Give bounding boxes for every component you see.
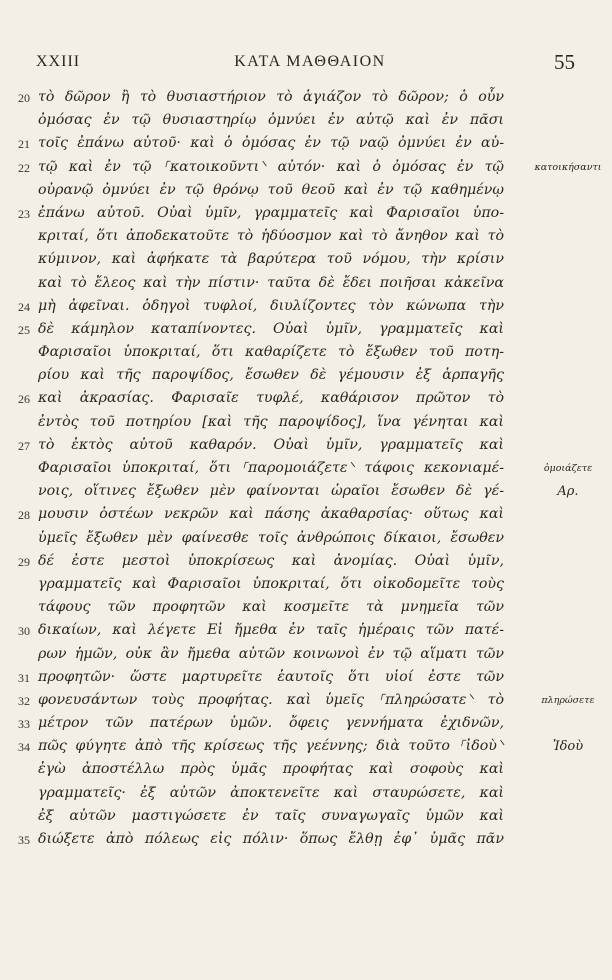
line-text: ὀμόσας ἐν τῷ θυσιαστηρίῳ ὀμνύει ἐν αὐτῷ καὶ ἐν πᾶσι xyxy=(38,112,504,129)
text-line xyxy=(18,318,558,341)
running-header xyxy=(30,50,575,76)
line-text: τῷ καὶ ἐν τῷ ⸀κατοικοῦντι⸌ αὐτόν· καὶ ὁ ὀμόσας ἐν τῷ xyxy=(38,158,504,175)
line-text: ἐντὸς τοῦ ποτηρίου [καὶ τῆς παροψίδος], ἵνα γένηται καὶ xyxy=(38,413,504,430)
text-line xyxy=(18,86,558,109)
text-line xyxy=(18,550,558,573)
verse-number: 24 xyxy=(18,299,30,314)
margin-variant-note: κατοικήσαντι xyxy=(534,161,602,173)
margin-variant-note: Αρ. xyxy=(557,484,579,500)
line-text: τοῖς ἐπάνω αὐτοῦ· καὶ ὁ ὀμόσας ἐν τῷ ναῷ ὀμνύει ἐν αὐ- xyxy=(38,135,504,152)
text-line xyxy=(18,341,558,364)
line-text: προφητῶν· ὥστε μαρτυρεῖτε ἑαυτοῖς ὅτι υἱοί ἐστε τῶν xyxy=(38,668,504,685)
text-line xyxy=(18,596,558,619)
line-text: δέ ἐστε μεστοὶ ὑποκρίσεως καὶ ἀνομίας. Οὐαὶ ὑμῖν, xyxy=(38,552,504,569)
text-line xyxy=(18,573,558,596)
text-line xyxy=(18,782,558,805)
page-number: 55 xyxy=(554,50,575,74)
text-line xyxy=(18,434,558,457)
text-line xyxy=(18,758,558,781)
line-text: κριταί, ὅτι ἀποδεκατοῦτε τὸ ἡδύοσμον καὶ τὸ ἄνηθον καὶ τὸ xyxy=(38,228,504,245)
text-line xyxy=(18,619,558,642)
line-text: ὑμεῖς ἔξωθεν μὲν φαίνεσθε τοῖς ἀνθρώποις δίκαιοι, ἔσωθεν xyxy=(38,529,504,546)
text-line xyxy=(18,387,558,410)
text-line xyxy=(18,503,558,526)
text-line xyxy=(18,527,558,550)
text-line xyxy=(18,689,595,712)
chapter-number: XXIII xyxy=(36,53,81,70)
verse-number: 23 xyxy=(18,206,30,221)
verse-number: 20 xyxy=(18,91,30,105)
line-text: οὐρανῷ ὀμνύει ἐν τῷ θρόνῳ τοῦ θεοῦ καὶ ἐν τῷ καθημένῳ xyxy=(38,181,504,198)
verse-number: 30 xyxy=(18,624,30,639)
line-text: ρων ἡμῶν, οὐκ ἂν ἤμεθα αὐτῶν κοινωνοὶ ἐν τῷ αἵματι τῶν xyxy=(38,645,504,662)
margin-variant-note: ὁμοιάζετε xyxy=(543,463,593,474)
text-line xyxy=(18,202,558,225)
line-text: κύμινον, καὶ ἀφήκατε τὰ βαρύτερα τοῦ νόμου, τὴν κρίσιν xyxy=(38,251,504,268)
line-text: Φαρισαῖοι ὑποκριταί, ὅτι καθαρίζετε τὸ ἔξωθεν τοῦ ποτη- xyxy=(38,344,504,361)
line-text: ἐγὼ ἀποστέλλω πρὸς ὑμᾶς προφήτας καὶ σοφοὺς καὶ xyxy=(38,761,504,778)
line-text: τάφους τῶν προφητῶν καὶ κοσμεῖτε τὰ μνημεῖα τῶν xyxy=(38,599,504,616)
line-text: ἐπάνω αὐτοῦ. Οὐαὶ ὑμῖν, γραμματεῖς καὶ Φαρισαῖοι ὑπο- xyxy=(38,204,504,221)
line-text: τὸ ἐκτὸς αὐτοῦ καθαρόν. Οὐαὶ ὑμῖν, γραμματεῖς καὶ xyxy=(38,436,504,453)
text-line xyxy=(18,295,558,318)
verse-number: 32 xyxy=(18,693,30,708)
text-line xyxy=(18,179,558,202)
text-line xyxy=(18,480,579,503)
verse-number: 34 xyxy=(18,740,30,755)
line-text: διώξετε ἀπὸ πόλεως εἰς πόλιν· ὅπως ἔλθῃ ἐφ᾽ ὑμᾶς πᾶν xyxy=(38,831,504,847)
line-text: δὲ κάμηλον καταπίνοντες. Οὐαὶ ὑμῖν, γραμματεῖς καὶ xyxy=(38,320,504,337)
verse-number: 35 xyxy=(18,833,30,847)
text-line xyxy=(18,411,558,434)
line-text: καὶ τὸ ἔλεος καὶ τὴν πίστιν· ταῦτα δὲ ἔδει ποιῆσαι κἀκεῖνα xyxy=(38,274,504,291)
verse-number: 28 xyxy=(18,508,30,523)
verse-number: 29 xyxy=(18,554,30,569)
text-line xyxy=(18,643,558,666)
line-text: μουσιν ὀστέων νεκρῶν καὶ πάσης ἀκαθαρσίας· οὕτως καὶ xyxy=(38,506,504,523)
verse-number: 26 xyxy=(18,392,30,407)
line-text: Φαρισαῖοι ὑποκριταί, ὅτι ⸀παρομοιάζετε⸌ τάφοις κεκονιαμέ- xyxy=(38,460,504,476)
verse-number: 21 xyxy=(18,137,30,152)
line-text: πῶς φύγητε ἀπὸ τῆς κρίσεως τῆς γεέννης; διὰ τοῦτο ⸀ἰδοὺ⸌ xyxy=(38,738,504,755)
line-text: ρίου καὶ τῆς παροψίδος, ἔσωθεν δὲ γέμουσιν ἐξ ἁρπαγῆς xyxy=(38,367,504,384)
line-text: μέτρον τῶν πατέρων ὑμῶν. ὄφεις γεννήματα ἐχιδνῶν, xyxy=(38,715,504,732)
text-line xyxy=(18,109,558,132)
line-text: νοις, οἵτινες ἔξωθεν μὲν φαίνονται ὡραῖοι ἔσωθεν δὲ γέ- xyxy=(38,483,504,500)
text-line xyxy=(18,805,558,828)
line-text: ἐξ αὐτῶν μαστιγώσετε ἐν ταῖς συναγωγαῖς ὑμῶν καὶ xyxy=(38,807,504,824)
greek-text-body xyxy=(18,86,602,851)
line-text: τὸ δῶρον ἢ τὸ θυσιαστήριον τὸ ἁγιάζον τὸ δῶρον; ὁ οὖν xyxy=(38,89,504,105)
text-line xyxy=(18,156,602,179)
text-line xyxy=(18,712,558,735)
verse-number: 33 xyxy=(18,717,30,732)
line-text: μὴ ἀφεῖναι. ὁδηγοὶ τυφλοί, διυλίζοντες τὸν κώνωπα τὴν xyxy=(38,297,504,314)
line-text: δικαίων, καὶ λέγετε Εἰ ἤμεθα ἐν ταῖς ἡμέραις τῶν πατέ- xyxy=(38,622,504,639)
verse-number: 31 xyxy=(18,670,30,685)
margin-variant-note: Ἰδοὺ xyxy=(552,739,584,755)
text-line xyxy=(18,364,558,387)
book-title: ΚΑΤΑ ΜΑΘΘΑΙΟΝ xyxy=(234,53,386,70)
line-text: φονευσάντων τοὺς προφήτας. καὶ ὑμεῖς ⸀πληρώσατε⸌ τὸ xyxy=(38,691,504,708)
line-text: γραμματεῖς καὶ Φαρισαῖοι ὑποκριταί, ὅτι οἰκοδομεῖτε τοὺς xyxy=(38,575,504,592)
text-line xyxy=(18,457,593,480)
verse-number: 25 xyxy=(18,322,30,337)
line-text: καὶ ἀκρασίας. Φαρισαῖε τυφλέ, καθάρισον πρῶτον τὸ xyxy=(38,390,504,407)
verse-number: 22 xyxy=(18,160,30,175)
verse-number: 27 xyxy=(18,438,30,453)
text-line xyxy=(18,225,558,248)
line-text: γραμματεῖς· ἐξ αὐτῶν ἀποκτενεῖτε καὶ σταυρώσετε, καὶ xyxy=(38,784,504,801)
text-line xyxy=(18,735,584,758)
text-line xyxy=(18,828,558,851)
margin-variant-note: πληρώσετε xyxy=(541,694,595,706)
text-line xyxy=(18,666,558,689)
text-line xyxy=(18,272,558,295)
text-line xyxy=(18,132,558,155)
text-line xyxy=(18,248,558,271)
